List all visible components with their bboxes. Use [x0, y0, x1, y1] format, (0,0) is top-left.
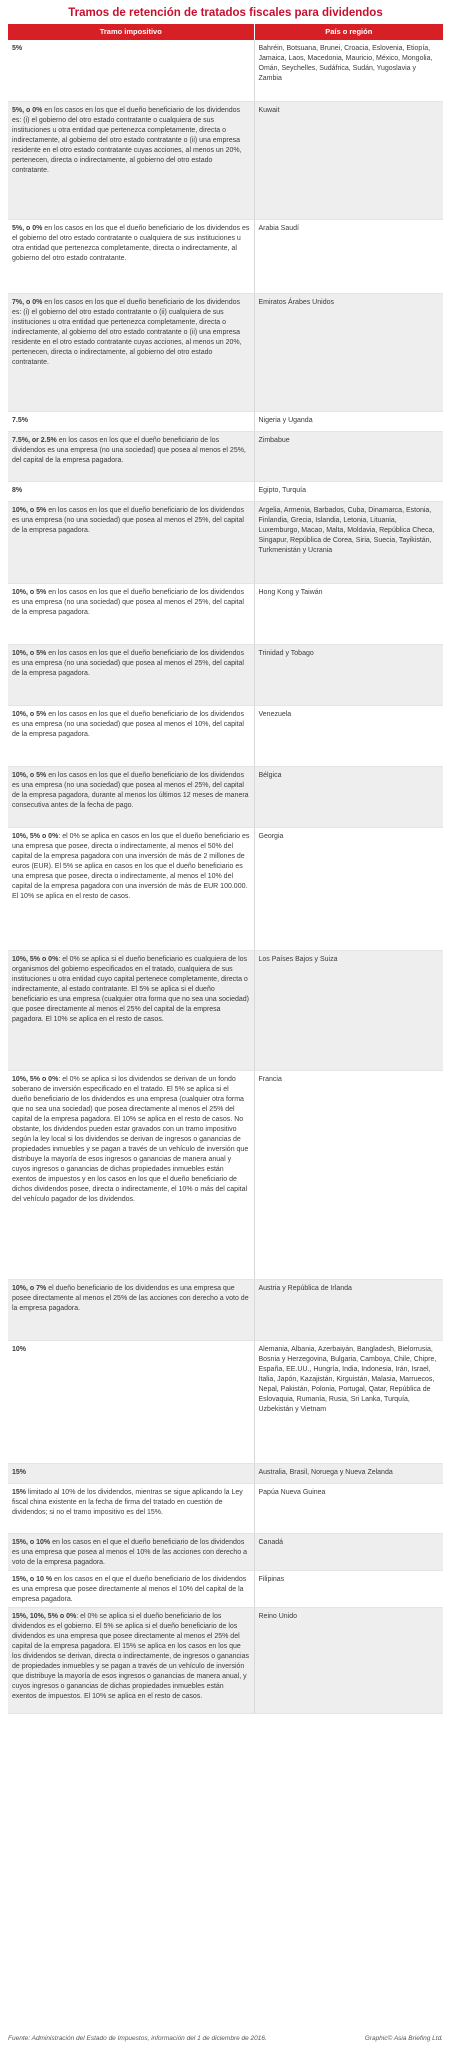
- table-row: [8, 40, 443, 101]
- table-row: [8, 1607, 443, 1713]
- table-row: [8, 1070, 443, 1279]
- table-row: [8, 1340, 443, 1463]
- rate-value: 10%, o 5%: [12, 588, 47, 596]
- table-row: [8, 481, 443, 501]
- rate-value: 10%, 5% o 0%: [12, 1075, 59, 1083]
- rate-value: 10%, o 7%: [12, 1284, 47, 1292]
- rate-condition: en los casos en los que el dueño beneficiario de los dividendos es: (i) el gobierno del otro estado contratante o cualquiera de sus instituciones u otra entidad que pertenezca completamente, directa o indirectamente, al gobierno del otro estado contratante o (ii) una empresa residente en el otro estado contratante cuyas acciones, al menos un 20%, pertenecen, directa o indirectamente, al gobierno del otro estado contratante.: [12, 106, 242, 174]
- country-cell: Papúa Nueva Guinea: [254, 1483, 443, 1533]
- rate-value: 15%, 10%, 5% o 0%: [12, 1612, 77, 1620]
- page-title: Tramos de retención de tratados fiscales para dividendos: [68, 7, 383, 19]
- country-cell: Emiratos Árabes Unidos: [254, 293, 443, 411]
- rate-value: 15%, o 10 %: [12, 1575, 53, 1583]
- country-cell: Trinidad y Tobago: [254, 644, 443, 705]
- rate-cell: [8, 501, 254, 583]
- table-row: [8, 705, 443, 766]
- rate-value: 7.5%: [12, 416, 28, 424]
- rate-value: 15%, o 10%: [12, 1538, 51, 1546]
- rate-value: 10%, 5% o 0%: [12, 832, 59, 840]
- column-header-rate: Tramo impositivo: [8, 24, 254, 40]
- country-cell: Australia, Brasil, Noruega y Nueva Zelanda: [254, 1463, 443, 1483]
- country-cell: Kuwait: [254, 101, 443, 219]
- rate-cell: [8, 950, 254, 1070]
- rate-value: 10%, o 5%: [12, 771, 47, 779]
- table-row: [8, 1533, 443, 1570]
- table-row: [8, 293, 443, 411]
- rate-cell: [8, 1533, 254, 1570]
- rate-condition: en los casos en el que el dueño beneficiario de los dividendos es una empresa que posee directamente al menos el 10% del capital de la empresa pagadora.: [12, 1575, 247, 1603]
- country-cell: Filipinas: [254, 1570, 443, 1607]
- rate-condition: en los casos en los que el dueño beneficiario de los dividendos es: (i) el gobierno del otro estado contratante o (ii) cualquiera de sus instituciones u otra entidad que pertenezca completamente, directa o indirectamente, al gobierno del otro estado contratante o (ii) una empresa residente en el otro estado contratante cuyas acciones, al menos un 20%, pertenecen, directa o indirectamente, al gobierno del otro estado contratante.: [12, 298, 242, 366]
- rate-cell: [8, 411, 254, 431]
- rate-condition: en los casos en los que el dueño beneficiario de los dividendos es una empresa (no una sociedad) que posea al menos el 25%, del capital de la empresa pagadora.: [12, 506, 244, 534]
- table-row: [8, 1483, 443, 1533]
- country-cell: Nigeria y Uganda: [254, 411, 443, 431]
- rate-value: 7.5%, or 2.5%: [12, 436, 57, 444]
- rate-condition: : el 0% se aplica si el dueño beneficiario es cualquiera de los organismos del gobierno especificados en el tratado, cualquiera de sus instituciones u otra entidad cuyo capital pertenece completamente, directa o indirectamente, al estado contratante. El 5% se aplica si el dueño beneficiario es una empresa (cualquier otra forma que no sea una sociedad) que posee directamente al menos el 25% del capital de la empresa pagadora. El 10% se aplica en el resto de casos.: [12, 955, 249, 1023]
- country-cell: Venezuela: [254, 705, 443, 766]
- withholding-rates-table: [8, 24, 443, 1714]
- table-row: [8, 1279, 443, 1340]
- country-cell: Egipto, Turquía: [254, 481, 443, 501]
- rate-cell: [8, 40, 254, 101]
- rate-value: 7%, o 0%: [12, 298, 43, 306]
- rate-cell: [8, 293, 254, 411]
- rate-cell: [8, 827, 254, 950]
- source-note: Fuente: Administración del Estado de Impuestos, información del 1 de diciembre de 2016.: [8, 2035, 267, 2042]
- rate-value: 10%, o 5%: [12, 506, 47, 514]
- country-cell: Arabia Saudí: [254, 219, 443, 293]
- rate-condition: el dueño beneficiario de los dividendos es una empresa que posee directamente al menos el 25% de las acciones con derecho a voto de la empresa pagadora.: [12, 1284, 249, 1312]
- rate-condition: : el 0% se aplica en casos en los que el dueño beneficiario es una empresa que posee, directa o indirectamente, al menos el 50% del capital de la empresa pagadora con una inversión de más de 2 millones de euros (EUR). El 5% se aplica en casos en los que el dueño beneficiario es una empresa que posee, directa o indirectamente, al menos el 10% del capital de la empresa pagadora con una inversión de más de EUR 100.000. El 10% se aplica en el resto de casos.: [12, 832, 250, 900]
- country-cell: Zimbabue: [254, 431, 443, 481]
- country-cell: Hong Kong y Taiwán: [254, 583, 443, 644]
- table-row: [8, 766, 443, 827]
- rate-cell: [8, 1483, 254, 1533]
- country-cell: Los Países Bajos y Suiza: [254, 950, 443, 1070]
- table-row: [8, 1463, 443, 1483]
- rate-cell: [8, 1340, 254, 1463]
- rate-condition: en los casos en los que el dueño beneficiario de los dividendos es el gobierno del otro estado contratante o cualquiera de sus instituciones u otra entidad que pertenezca completamente, directa o indirectamente, al gobierno del otro estado contratante.: [12, 224, 250, 262]
- rate-cell: [8, 1607, 254, 1713]
- rate-value: 10%: [12, 1345, 27, 1353]
- rate-value: 5%, o 0%: [12, 106, 43, 114]
- rate-condition: : el 0% se aplica si el dueño beneficiario de los dividendos es el gobierno. El 5% se aplica si el dueño beneficiario de los dividendos es una empresa que posee directamente al menos el 25% del capital de la empresa pagadora. El 15% se aplica en los casos en los que los dividendos se derivan, directa o indirectamente, de ingresos o ganancias de propiedades inmuebles y se pagan a través de un vehículo de inversión que distribuye la mayoría de esos ingresos o ganancias de manera anual, y cuyos ingresos o ganancias de dichas propiedades inmuebles están exentos de impuestos. El 10% se aplica en el resto de casos.: [12, 1612, 249, 1700]
- footer: [8, 2034, 443, 2043]
- country-cell: Bahréin, Botsuana, Brunei, Croacia, Eslovenia, Etiopía, Jamaica, Laos, Macedonia, Mauricio, México, Mongolia, Omán, Seychelles, Sudáfrica, Sudán, Yugoslavia y Zambia: [254, 40, 443, 101]
- rate-value: 10%, 5% o 0%: [12, 955, 59, 963]
- rate-cell: [8, 766, 254, 827]
- rate-condition: en los casos en los que el dueño beneficiario de los dividendos es una empresa (no una sociedad) que posea al menos el 25%, del capital de la empresa pagadora.: [12, 436, 246, 464]
- rate-condition: en los casos en los que el dueño beneficiario de los dividendos es una empresa (no una sociedad) que posea al menos el 10%, del capital de la empresa pagadora.: [12, 710, 244, 738]
- rate-condition: en los casos en el que el dueño beneficiario de los dividendos es una empresa que posea al menos el 10% de las acciones con derecho a voto de la empresa pagadora.: [12, 1538, 248, 1566]
- country-cell: Austria y República de Irlanda: [254, 1279, 443, 1340]
- table-row: [8, 411, 443, 431]
- rate-cell: [8, 1570, 254, 1607]
- country-cell: Georgia: [254, 827, 443, 950]
- table-row: [8, 501, 443, 583]
- rate-cell: [8, 705, 254, 766]
- rate-condition: en los casos en los que el dueño beneficiario de los dividendos es una empresa (no una sociedad) que posea al menos el 25%, del capital de la empresa pagadora, durante al menos los últimos 12 meses de manera consecutiva antes de la fecha de pago.: [12, 771, 249, 809]
- table-header-row: [8, 24, 443, 40]
- table-body: [8, 40, 443, 1713]
- table-row: [8, 827, 443, 950]
- rate-value: 15%: [12, 1468, 27, 1476]
- country-cell: Alemania, Albania, Azerbaiyán, Bangladesh, Bielorrusia, Bosnia y Herzegovina, Bulgaria, Camboya, Chile, Chipre, España, EE.UU., Hungría, India, Indonesia, Irán, Israel, Italia, Japón, Kazajistán, Kirguistán, Malasia, Marruecos, Nepal, Pakistán, Polonia, Portugal, Qatar, República de Eslovaquia, Rumanía, Rusia, Sri Lanka, Turquía, Uzbekistán y Vietnam: [254, 1340, 443, 1463]
- rate-cell: [8, 219, 254, 293]
- rate-value: 8%: [12, 486, 23, 494]
- table-row: [8, 431, 443, 481]
- table-row: [8, 644, 443, 705]
- rate-value: 15%: [12, 1488, 27, 1496]
- column-header-country: País o región: [254, 24, 443, 40]
- rate-cell: [8, 583, 254, 644]
- rate-value: 5%: [12, 45, 23, 52]
- table-row: [8, 1570, 443, 1607]
- rate-condition: en los casos en los que el dueño beneficiario de los dividendos es una empresa (no una sociedad) que posea al menos el 25%, del capital de la empresa pagadora.: [12, 649, 244, 677]
- rate-condition: limitado al 10% de los dividendos, mientras se sigue aplicando la Ley fiscal china existente en la fecha de firma del tratado en cuestión de dividendos; si no el tramo impositivo es del 15%.: [12, 1488, 243, 1516]
- rate-cell: [8, 101, 254, 219]
- rate-value: 10%, o 5%: [12, 710, 47, 718]
- rate-cell: [8, 431, 254, 481]
- rate-value: 5%, o 0%: [12, 224, 43, 232]
- table-row: [8, 219, 443, 293]
- rate-cell: [8, 644, 254, 705]
- rate-cell: [8, 481, 254, 501]
- rate-value: 10%, o 5%: [12, 649, 47, 657]
- rate-cell: [8, 1279, 254, 1340]
- credit-note: Graphic© Asia Briefing Ltd.: [364, 2035, 443, 2042]
- table-row: [8, 583, 443, 644]
- table-row: [8, 950, 443, 1070]
- country-cell: Canadá: [254, 1533, 443, 1570]
- rate-cell: [8, 1463, 254, 1483]
- country-cell: Francia: [254, 1070, 443, 1279]
- country-cell: Bélgica: [254, 766, 443, 827]
- rate-condition: en los casos en los que el dueño beneficiario de los dividendos es una empresa (no una sociedad) que posea al menos el 25%, del capital de la empresa pagadora.: [12, 588, 244, 616]
- country-cell: Argelia, Armenia, Barbados, Cuba, Dinamarca, Estonia, Finlandia, Grecia, Islandia, Letonia, Lituania, Luxemburgo, Macao, Malta, Moldavia, República Checa, Singapur, República de Corea, Siria, Suecia, Tayikistán, Turkmenistán y Ucrania: [254, 501, 443, 583]
- rate-cell: [8, 1070, 254, 1279]
- country-cell: Reino Unido: [254, 1607, 443, 1713]
- table-row: [8, 101, 443, 219]
- rate-condition: : el 0% se aplica si los dividendos se derivan de un fondo soberano de inversión especificado en el tratado. El 5% se aplica si el dueño beneficiario de los dividendos es una empresa (cualquier otra forma que no sea una sociedad) que posea directamente al menos el 25% del capital de la empresa pagadora. El 10% se aplica en el resto de casos. No obstante, los dividendos pueden estar gravados con un tramo impositivo según la ley local si los dividendos se derivan de ingresos o ganancias de propiedades inmuebles y se pagan a través de un vehículo de inversión que distribuye la mayoría de esos ingresos o ganancias de manera anual y cuyos ingresos o ganancias de dichas propiedades inmuebles están exentos de impuestos y en los casos en los que el dueño beneficiario de dichos dividendos posee, directa o indirectamente, el 10% o más del capital del vehículo pagador de los dividendos.: [12, 1075, 249, 1203]
